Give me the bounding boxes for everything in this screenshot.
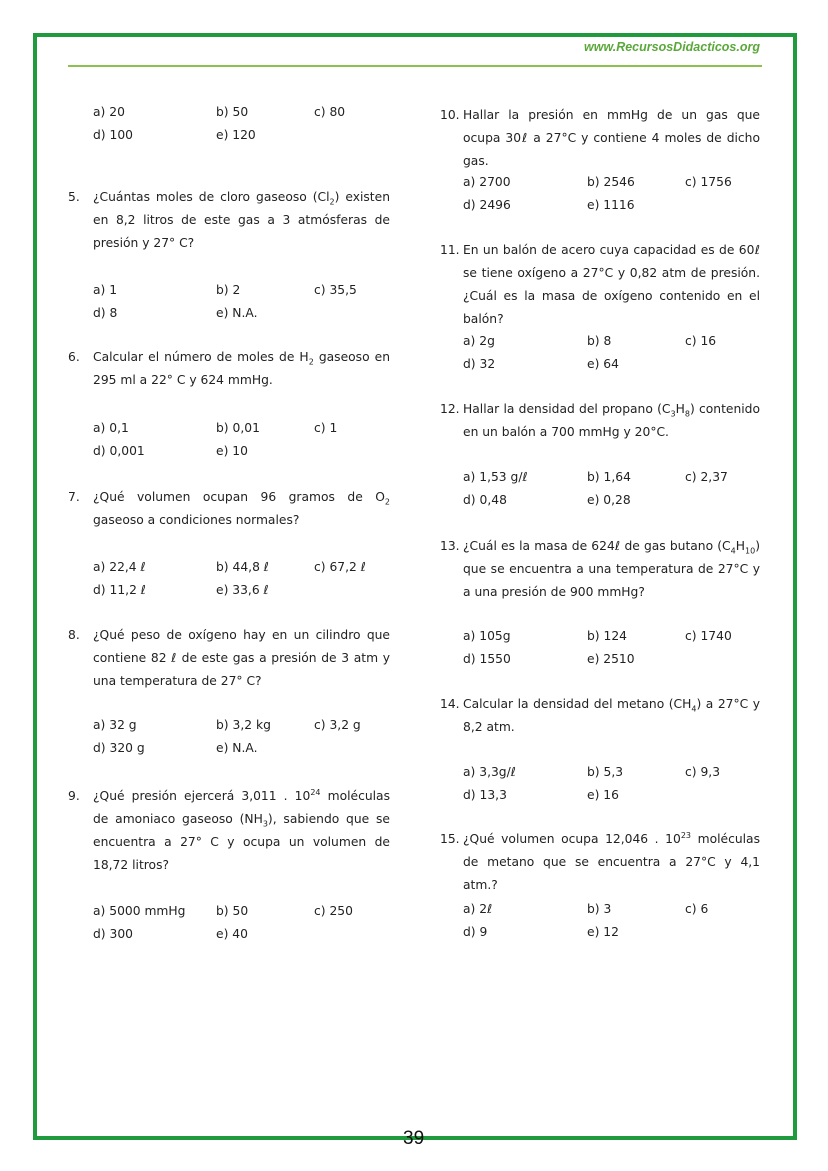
question-text: [463, 693, 760, 739]
question-number: 7.: [68, 490, 80, 504]
option-c: c) 1740: [685, 629, 732, 643]
text-segment: ¿Qué presión ejercerá 3,011 . 10: [93, 789, 311, 803]
text-segment: ) que se encuentra a una temperatura de 27°C y a una presión de 900 mmHg?: [463, 539, 760, 599]
text-segment: ¿Cuántas moles de cloro gaseoso (Cl: [93, 190, 330, 204]
option-a: a) 1: [93, 283, 118, 297]
header-divider: [68, 65, 762, 67]
option-a: a) 2g: [463, 334, 495, 348]
option-d: d) 32: [463, 357, 496, 371]
question-text: [93, 346, 390, 392]
question-number: 6.: [68, 350, 80, 364]
question-text: [463, 398, 760, 444]
option-a: a) 3,3g/ℓ: [463, 765, 516, 779]
option-b: b) 50: [216, 904, 249, 918]
option-a: a) 20: [93, 105, 125, 119]
option-e: e) N.A.: [216, 741, 258, 755]
option-a: a) 2700: [463, 175, 511, 189]
text-segment: Calcular el número de moles de H: [93, 350, 309, 364]
subscript: 3: [262, 819, 268, 829]
question-text: [463, 828, 760, 897]
question-number: 10.: [440, 108, 460, 122]
option-e: e) 10: [216, 444, 248, 458]
option-b: b) 8: [587, 334, 612, 348]
subscript: 8: [684, 409, 690, 419]
text-segment: ) contenido en un balón a 700 mmHg y 20°C.: [463, 402, 760, 439]
question-number: 12.: [440, 402, 460, 416]
option-b: b) 5,3: [587, 765, 624, 779]
superscript: 24: [310, 787, 321, 797]
text-segment: Hallar la densidad del propano (C: [463, 402, 671, 416]
question-number: 8.: [68, 628, 80, 642]
option-c: c) 6: [685, 902, 709, 916]
subscript: 2: [384, 497, 390, 507]
option-b: b) 44,8 ℓ: [216, 560, 269, 574]
option-c: c) 16: [685, 334, 717, 348]
subscript: 3: [670, 409, 676, 419]
option-a: a) 0,1: [93, 421, 129, 435]
text-segment: ¿Qué peso de oxígeno hay en un cilindro que contiene 82 ℓ de este gas a presión de 3 atm y una temperatura de 27° C?: [93, 628, 390, 688]
question-text: [463, 104, 760, 173]
text-segment: moléculas de metano que se encuentra a 27°C y 4,1 atm.?: [463, 832, 760, 892]
question-number: 5.: [68, 190, 80, 204]
option-a: a) 1,53 g/ℓ: [463, 470, 528, 484]
text-segment: H: [735, 539, 745, 553]
option-c: c) 9,3: [685, 765, 721, 779]
subscript: 4: [691, 704, 697, 714]
text-segment: moléculas de amoniaco gaseoso (NH: [93, 789, 391, 826]
option-c: c) 80: [314, 105, 346, 119]
option-e: e) 120: [216, 128, 256, 142]
option-d: d) 320 g: [93, 741, 145, 755]
text-segment: H: [675, 402, 685, 416]
subscript: 10: [745, 546, 756, 556]
text-segment: gaseoso a condiciones normales?: [93, 513, 300, 527]
question-text: [93, 186, 390, 255]
option-d: d) 0,001: [93, 444, 145, 458]
option-e: e) N.A.: [216, 306, 258, 320]
option-d: d) 300: [93, 927, 133, 941]
question-text: [93, 785, 390, 877]
option-d: d) 13,3: [463, 788, 507, 802]
option-a: a) 22,4 ℓ: [93, 560, 146, 574]
option-b: b) 3: [587, 902, 612, 916]
option-c: c) 35,5: [314, 283, 357, 297]
subscript: 4: [730, 546, 736, 556]
option-c: c) 67,2 ℓ: [314, 560, 366, 574]
option-e: e) 0,28: [587, 493, 631, 507]
subscript: 2: [329, 197, 335, 207]
option-b: b) 0,01: [216, 421, 260, 435]
option-e: e) 64: [587, 357, 619, 371]
text-segment: Calcular la densidad del metano (CH: [463, 697, 692, 711]
question-number: 15.: [440, 832, 460, 846]
subscript: 2: [308, 357, 314, 367]
option-c: c) 1: [314, 421, 338, 435]
option-b: b) 3,2 kg: [216, 718, 271, 732]
option-b: b) 2546: [587, 175, 635, 189]
option-e: e) 40: [216, 927, 248, 941]
question-text: [463, 535, 760, 604]
question-number: 11.: [440, 243, 460, 257]
question-text: [93, 624, 390, 693]
text-segment: ¿Qué volumen ocupan 96 gramos de O: [93, 490, 385, 504]
option-a: a) 2ℓ: [463, 902, 493, 916]
question-number: 14.: [440, 697, 460, 711]
option-d: d) 100: [93, 128, 133, 142]
option-e: e) 1116: [587, 198, 635, 212]
text-segment: En un balón de acero cuya capacidad es de 60ℓ se tiene oxígeno a 27°C y 0,82 atm de presión. ¿Cuál es la masa de oxígeno contenido en el balón?: [463, 243, 760, 326]
text-segment: ) existen en 8,2 litros de este gas a 3 atmósferas de presión y 27° C?: [93, 190, 390, 250]
option-e: e) 16: [587, 788, 619, 802]
text-segment: ), sabiendo que se encuentra a 27° C y ocupa un volumen de 18,72 litros?: [93, 812, 390, 872]
option-d: d) 0,48: [463, 493, 507, 507]
option-a: a) 105g: [463, 629, 511, 643]
option-e: e) 2510: [587, 652, 635, 666]
text-segment: Hallar la presión en mmHg de un gas que ocupa 30ℓ a 27°C y contiene 4 moles de dicho gas.: [463, 108, 760, 168]
option-e: e) 12: [587, 925, 619, 939]
superscript: 23: [680, 830, 692, 840]
option-b: b) 2: [216, 283, 241, 297]
text-segment: ) a 27°C y 8,2 atm.: [463, 697, 760, 734]
text-segment: ¿Qué volumen ocupa 12,046 . 10: [463, 832, 681, 846]
question-number: 9.: [68, 789, 80, 803]
option-c: c) 1756: [685, 175, 732, 189]
option-c: c) 250: [314, 904, 353, 918]
option-d: d) 11,2 ℓ: [93, 583, 146, 597]
option-a: a) 32 g: [93, 718, 137, 732]
option-e: e) 33,6 ℓ: [216, 583, 269, 597]
text-segment: gaseoso en 295 ml a 22° C y 624 mmHg.: [93, 350, 390, 387]
option-d: d) 8: [93, 306, 118, 320]
option-d: d) 1550: [463, 652, 511, 666]
option-b: b) 1,64: [587, 470, 631, 484]
question-number: 13.: [440, 539, 460, 553]
option-c: c) 3,2 g: [314, 718, 361, 732]
option-d: d) 9: [463, 925, 488, 939]
question-text: [463, 239, 760, 331]
option-b: b) 124: [587, 629, 627, 643]
page-number: 39: [403, 1128, 425, 1149]
question-text: [93, 486, 390, 532]
option-b: b) 50: [216, 105, 249, 119]
option-d: d) 2496: [463, 198, 511, 212]
header-url: www.RecursosDidacticos.org: [584, 40, 760, 54]
option-a: a) 5000 mmHg: [93, 904, 186, 918]
text-segment: ¿Cuál es la masa de 624ℓ de gas butano (C: [463, 539, 731, 553]
option-c: c) 2,37: [685, 470, 728, 484]
